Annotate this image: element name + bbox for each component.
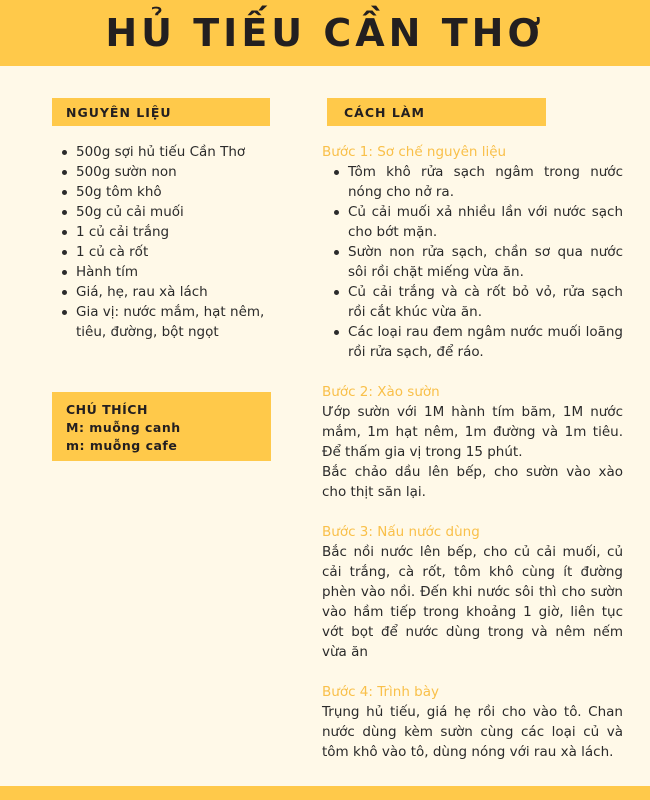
note-box xyxy=(52,392,271,461)
step2-para2: Bắc chảo dầu lên bếp, cho sườn vào xào cho thịt săn lại. xyxy=(322,464,623,500)
ingredient-item: 50g tôm khô xyxy=(60,182,290,202)
note-line-teaspoon: m: muỗng cafe xyxy=(66,438,178,453)
ingredient-item: 1 củ cà rốt xyxy=(60,242,290,262)
footer-bar xyxy=(0,786,650,800)
ingredient-item: 50g củ cải muối xyxy=(60,202,290,222)
method-heading: CÁCH LÀM xyxy=(327,98,546,126)
note-heading: CHÚ THÍCH xyxy=(66,402,148,417)
step1-item: Củ cải trắng và cà rốt bỏ vỏ, rửa sạch rồi cắt khúc vừa ăn. xyxy=(348,284,623,320)
step2-title: Bước 2: Xào sườn xyxy=(322,384,440,400)
note-line-tablespoon: M: muỗng canh xyxy=(66,420,181,435)
step2-para1: Ướp sườn với 1M hành tím băm, 1M nước mắm, 1m hạt nêm, 1m đường và 1m tiêu. Để thấm gia vị trong 15 phút. xyxy=(322,404,623,460)
title-banner xyxy=(0,0,650,66)
step1-item: Sườn non rửa sạch, chần sơ qua nước sôi rồi chặt miếng vừa ăn. xyxy=(348,244,623,280)
ingredient-item: Giá, hẹ, rau xà lách xyxy=(60,282,290,302)
step1-list xyxy=(322,162,623,362)
step3-body: Bắc nồi nước lên bếp, cho củ cải muối, củ cải trắng, cà rốt, tôm khô cùng ít đường phèn vào nồi. Đến khi nước sôi thì cho sườn vào hầm tiếp trong khoảng 1 giờ, liên tục vớt bọt để nước dùng trong và nêm nếm vừa ăn xyxy=(322,544,623,660)
page-title: HỦ TIẾU CẦN THƠ xyxy=(105,11,545,55)
ingredient-item: 500g sợi hủ tiếu Cần Thơ xyxy=(60,142,290,162)
step1-item: Tôm khô rửa sạch ngâm trong nước nóng cho nở ra. xyxy=(348,164,623,200)
ingredient-item: 1 củ cải trắng xyxy=(60,222,290,242)
step1-item: Củ cải muối xả nhiều lần với nước sạch cho bớt mặn. xyxy=(348,204,623,240)
step4-body: Trụng hủ tiếu, giá hẹ rồi cho vào tô. Chan nước dùng kèm sườn cùng các loại củ và tôm khô vào tô, dùng nóng với rau xà lách. xyxy=(322,704,623,760)
ingredient-item: Gia vị: nước mắm, hạt nêm, tiêu, đường, bột ngọt xyxy=(60,302,290,342)
ingredient-item: 500g sườn non xyxy=(60,162,290,182)
method-section xyxy=(322,142,623,762)
ingredients-heading: NGUYÊN LIỆU xyxy=(52,98,270,126)
ingredients-list xyxy=(60,142,290,342)
step3-title: Bước 3: Nấu nước dùng xyxy=(322,524,480,540)
step4-title: Bước 4: Trình bày xyxy=(322,684,440,700)
step1-title: Bước 1: Sơ chế nguyên liệu xyxy=(322,144,507,160)
ingredient-item: Hành tím xyxy=(60,262,290,282)
step1-item: Các loại rau đem ngâm nước muối loãng rồi rửa sạch, để ráo. xyxy=(348,324,623,360)
